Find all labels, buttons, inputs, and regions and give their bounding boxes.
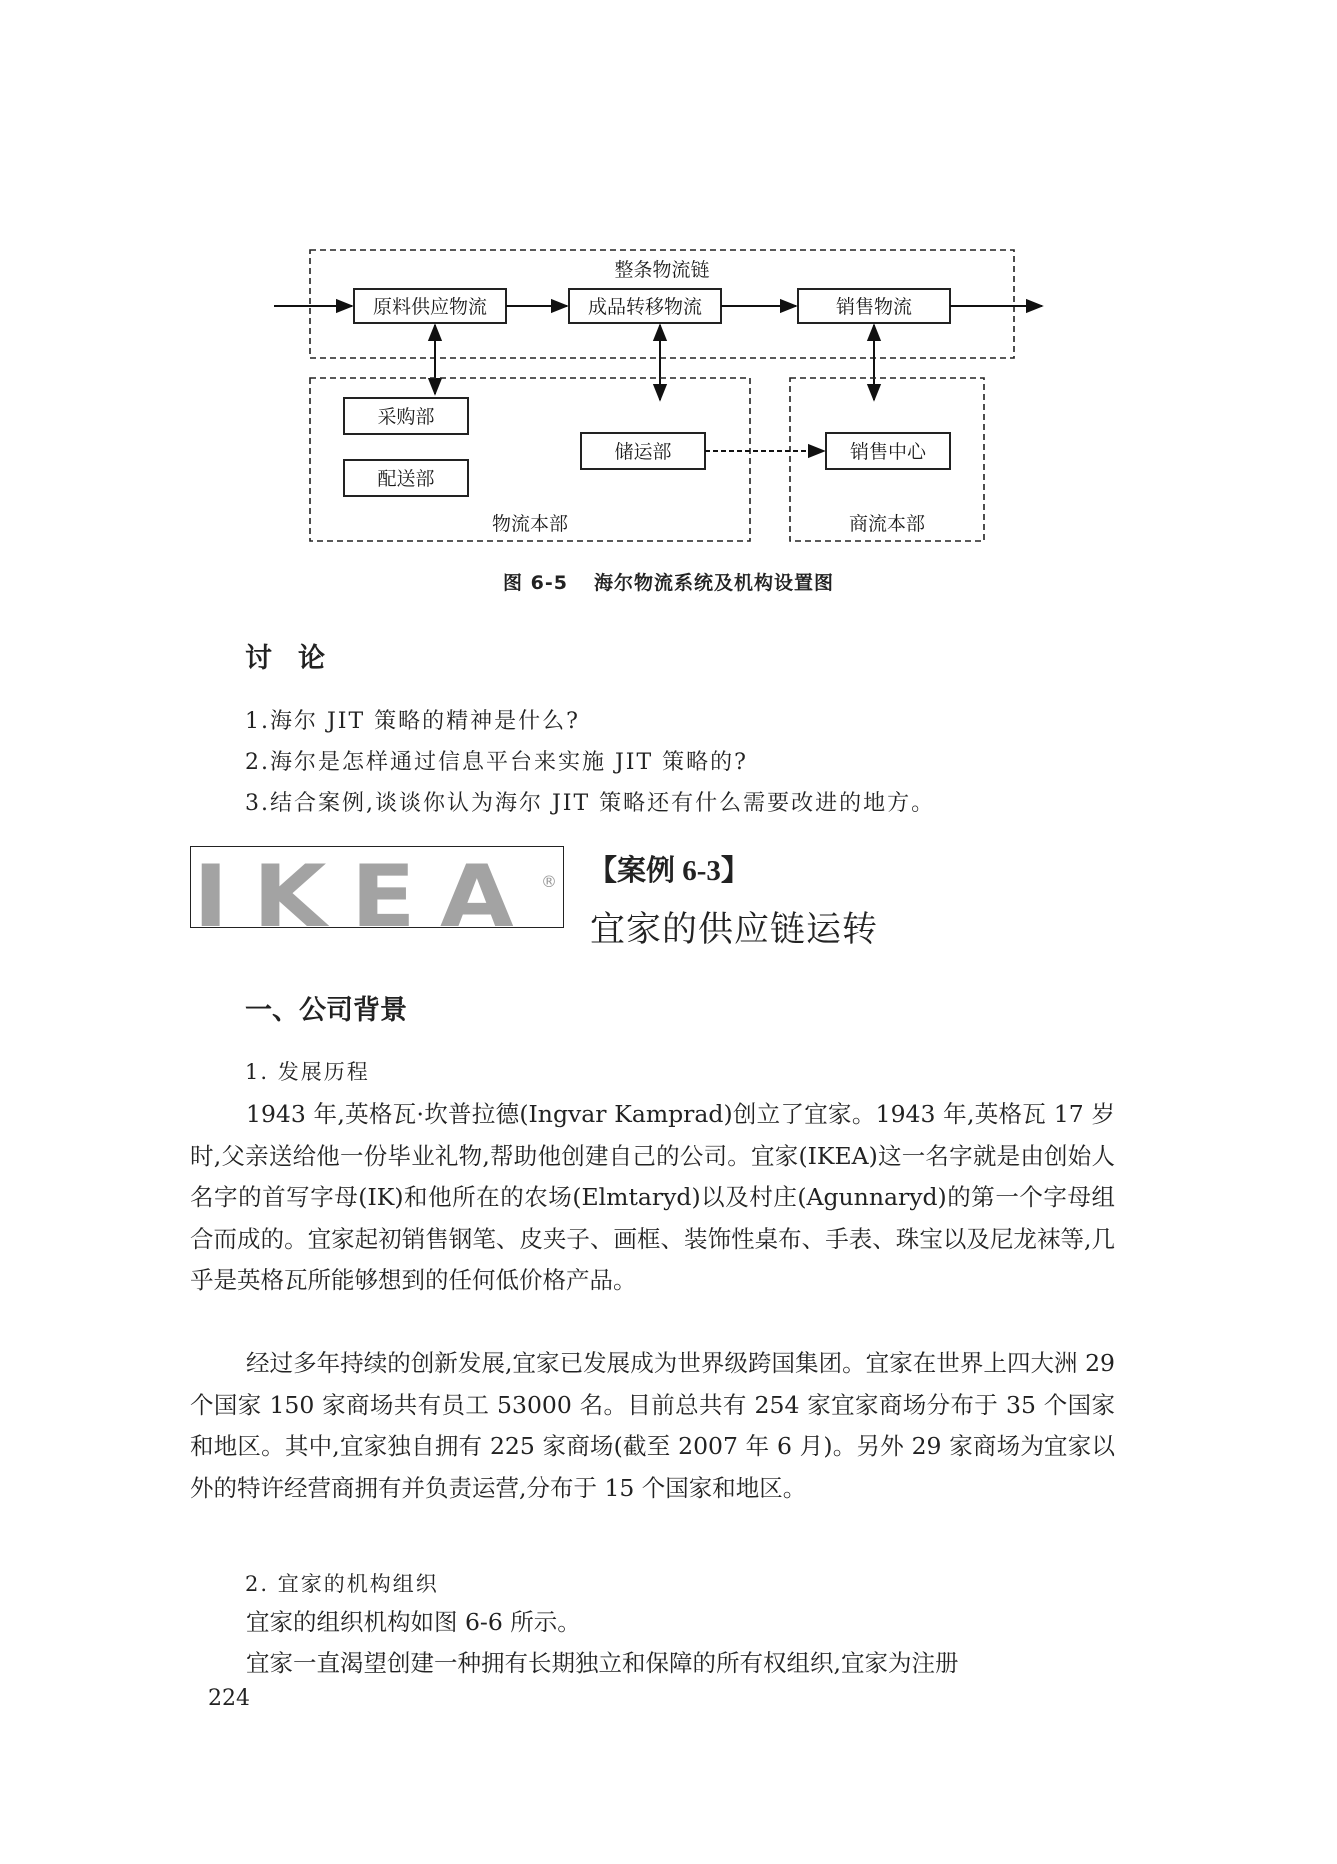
discussion-question: 1.海尔 JIT 策略的精神是什么?	[245, 709, 580, 734]
chain-box-raw-supply-label: 原料供应物流	[372, 296, 488, 318]
case-title: 宜家的供应链运转	[590, 910, 879, 950]
commerce-hq-label: 商流本部	[848, 513, 926, 535]
section-heading: 一、公司背景	[245, 995, 407, 1026]
chain-group-label: 整条物流链	[614, 259, 710, 281]
discussion-heading: 讨论	[245, 643, 351, 674]
figure-caption-title: 海尔物流系统及机构设置图	[593, 572, 834, 594]
figure-caption-number: 图 6-5	[503, 572, 568, 594]
paragraph-history: 1943 年,英格瓦·坎普拉德(Ingvar Kamprad)创立了宜家。1943 年,英格瓦 17 岁时,父亲送给他一份毕业礼物,帮助他创建自己的公司。宜家(IKEA)这一名字就是由创始人名字的首写字母(IK)和他所在的农场(Elmtaryd)以及村庄(Agunnaryd)的第一个字母组合而成的。宜家起初销售钢笔、皮夹子、画框、装饰性桌布、手表、珠宝以及尼龙袜等,几乎是英格瓦所能够想到的任何低价格产品。	[190, 1100, 1115, 1294]
chain-box-product-transfer-label: 成品转移物流	[587, 296, 703, 318]
subsection-heading: 1. 发展历程	[245, 1060, 370, 1084]
paragraph-ownership: 宜家一直渴望创建一种拥有长期独立和保障的所有权组织,宜家为注册	[246, 1649, 959, 1677]
page-number: 224	[208, 1686, 250, 1711]
figure-caption	[0, 568, 1337, 595]
discussion-question: 2.海尔是怎样通过信息平台来实施 JIT 策略的?	[245, 750, 748, 775]
ikea-logo-text: IKEA	[193, 847, 538, 927]
ikea-logo	[190, 846, 564, 928]
dept-distribution-label: 配送部	[377, 468, 435, 490]
logistics-org-diagram	[270, 240, 1050, 550]
registered-mark: ®	[541, 872, 557, 891]
dept-purchasing-label: 采购部	[377, 406, 435, 428]
chain-box-sales-logistics-label: 销售物流	[835, 296, 913, 318]
discussion-question: 3.结合案例,谈谈你认为海尔 JIT 策略还有什么需要改进的地方。	[245, 791, 936, 816]
dept-storage-label: 储运部	[614, 441, 672, 463]
case-label: 【案例 6-3】	[588, 855, 750, 887]
subsection-heading: 2. 宜家的机构组织	[245, 1572, 439, 1596]
paragraph-growth: 经过多年持续的创新发展,宜家已发展成为世界级跨国集团。宜家在世界上四大洲 29 个国家 150 家商场共有员工 53000 名。目前总共有 254 家宜家商场分布于 35 个国家和地区。其中,宜家独自拥有 225 家商场(截至 2007 年 6 月)。另外 29 家商场为宜家以外的特许经营商拥有并负责运营,分布于 15 个国家和地区。	[190, 1349, 1115, 1502]
paragraph-org-ref: 宜家的组织机构如图 6-6 所示。	[246, 1608, 581, 1636]
logistics-hq-label: 物流本部	[491, 513, 569, 535]
dept-sales-center-label: 销售中心	[849, 441, 927, 463]
